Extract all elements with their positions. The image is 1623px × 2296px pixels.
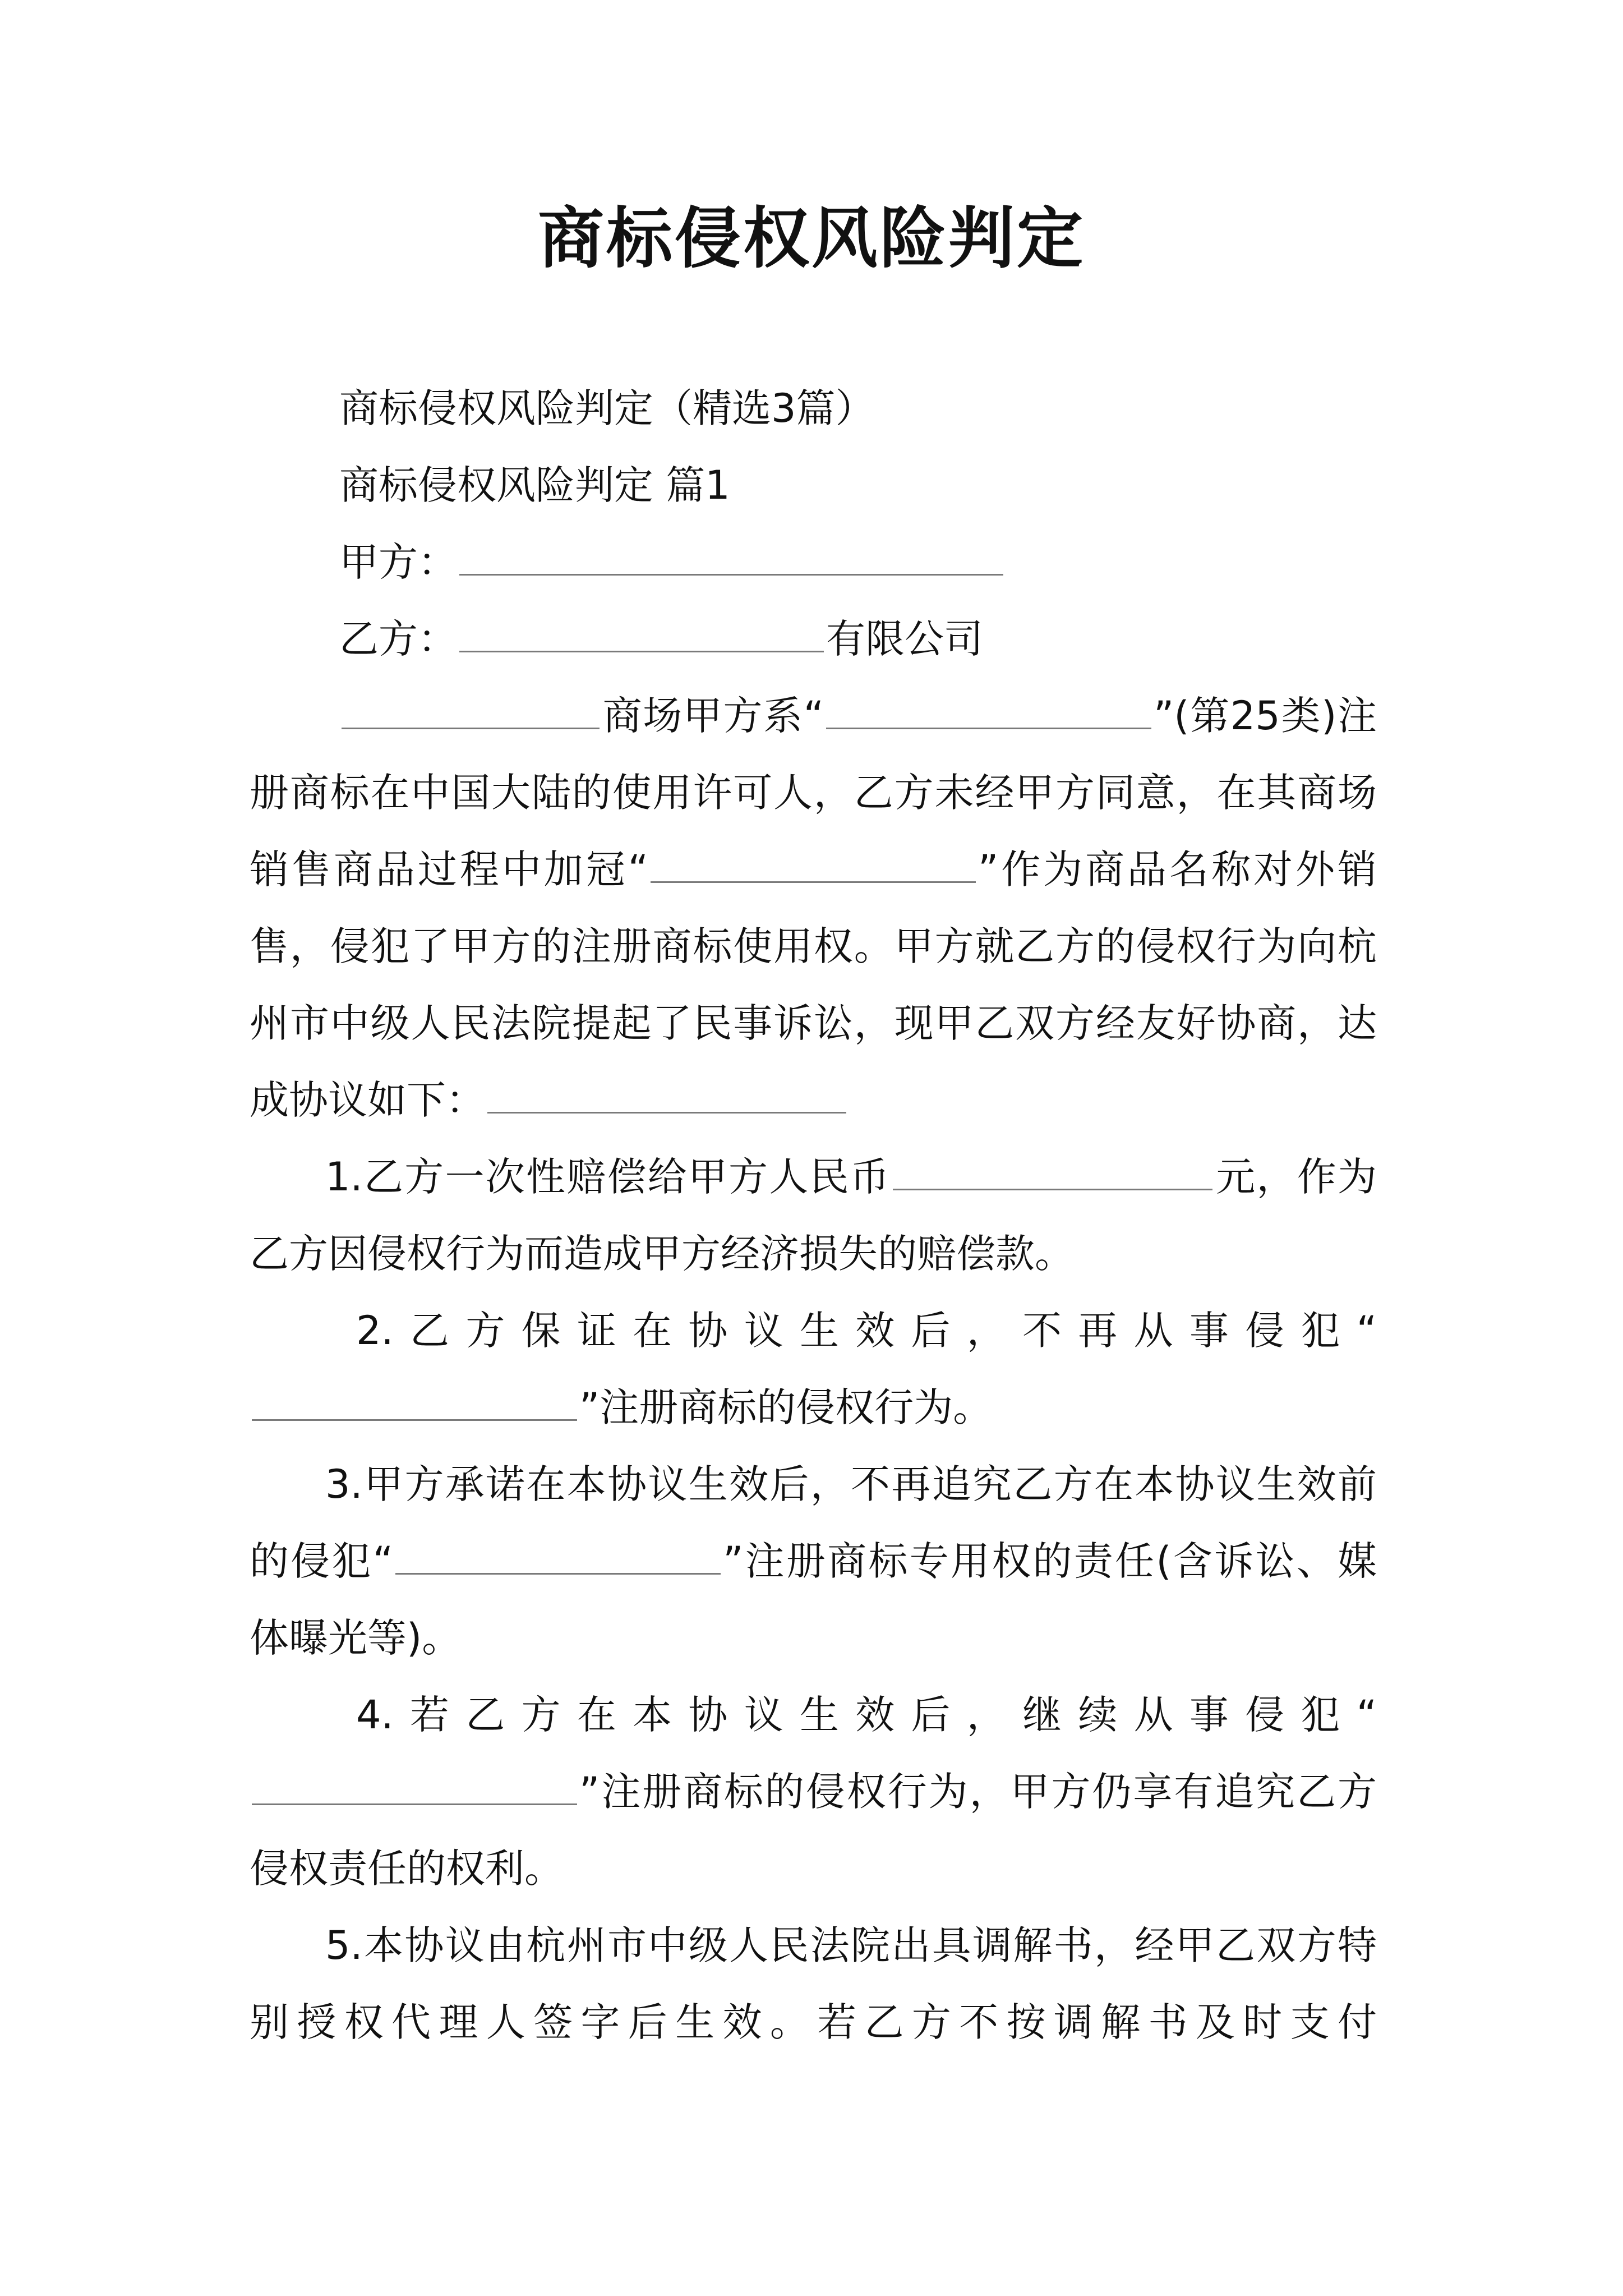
intro-tail-blank	[487, 1071, 846, 1114]
clause-3-text-2: ”注册商标专用权的责任(含诉讼、媒体曝光等)。	[250, 1538, 1377, 1661]
party-a-blank	[459, 533, 1003, 576]
trademark-blank-4	[395, 1533, 721, 1575]
trademark-blank-5	[252, 1763, 577, 1805]
intro-text-1: 商场甲方系“	[602, 693, 824, 739]
clause-4-text-2: ”注册商标的侵权行为，甲方仍享有追究乙方侵权责任的权利。	[250, 1769, 1377, 1892]
clause-4	[250, 1677, 1377, 1907]
clause-4-text-1: 4.若乙方在本协议生效后，继续从事侵犯“	[356, 1692, 1377, 1738]
clause-1-text-2: 元，作为乙方因侵权行为而造成甲方经济损失的赔偿款。	[250, 1154, 1377, 1277]
trademark-blank-2	[651, 841, 976, 883]
mall-name-blank	[342, 687, 600, 729]
party-b-blank	[459, 610, 824, 652]
amount-blank	[893, 1148, 1212, 1190]
party-b-suffix: 有限公司	[826, 616, 983, 662]
clause-2	[250, 1292, 1377, 1446]
clause-3-text-1: 3.甲方承诺在本协议生效后，不再追究乙方在本协议生效前的侵犯“	[250, 1461, 1377, 1584]
section-heading-line	[250, 447, 1377, 524]
party-a-line	[250, 524, 1377, 601]
clause-3	[250, 1446, 1377, 1677]
intro-text-3: ”作为商品名称对外销售，侵犯了甲方的注册商标使用权。甲方就乙方的侵权行为向杭州市中级人民法院提起了民事诉讼，现甲乙双方经友好协商，达成协议如下：	[250, 846, 1377, 1123]
party-b-line	[250, 601, 1377, 678]
clause-5-text-1: 5.本协议由杭州市中级人民法院出具调解书，经甲乙双方特别授权代理人签字后生效。若乙方不按调解书及时支付	[250, 1922, 1377, 2045]
clause-5	[250, 1907, 1377, 2061]
party-a-label: 甲方：	[339, 539, 457, 585]
intro-text-2: ”(第25类)注册商标在中国大陆的使用许可人，乙方未经甲方同意，在其商场销售商品过程中加冠“	[250, 693, 1377, 892]
intro-paragraph	[250, 678, 1377, 1139]
party-b-label: 乙方：	[339, 616, 457, 662]
clause-1-text-1: 1.乙方一次性赔偿给甲方人民币	[325, 1154, 891, 1200]
document-body	[250, 370, 1377, 2061]
subtitle: 商标侵权风险判定（精选3篇）	[339, 385, 875, 431]
trademark-blank-1	[826, 687, 1151, 729]
trademark-blank-3	[252, 1379, 577, 1421]
subtitle-line	[250, 370, 1377, 447]
clause-2-text-2: ”注册商标的侵权行为。	[579, 1384, 993, 1430]
section-heading: 商标侵权风险判定 篇1	[339, 462, 730, 508]
clause-1	[250, 1139, 1377, 1292]
clause-2-text-1: 2.乙方保证在协议生效后，不再从事侵犯“	[356, 1308, 1377, 1354]
document-title: 商标侵权风险判定	[537, 199, 1085, 277]
